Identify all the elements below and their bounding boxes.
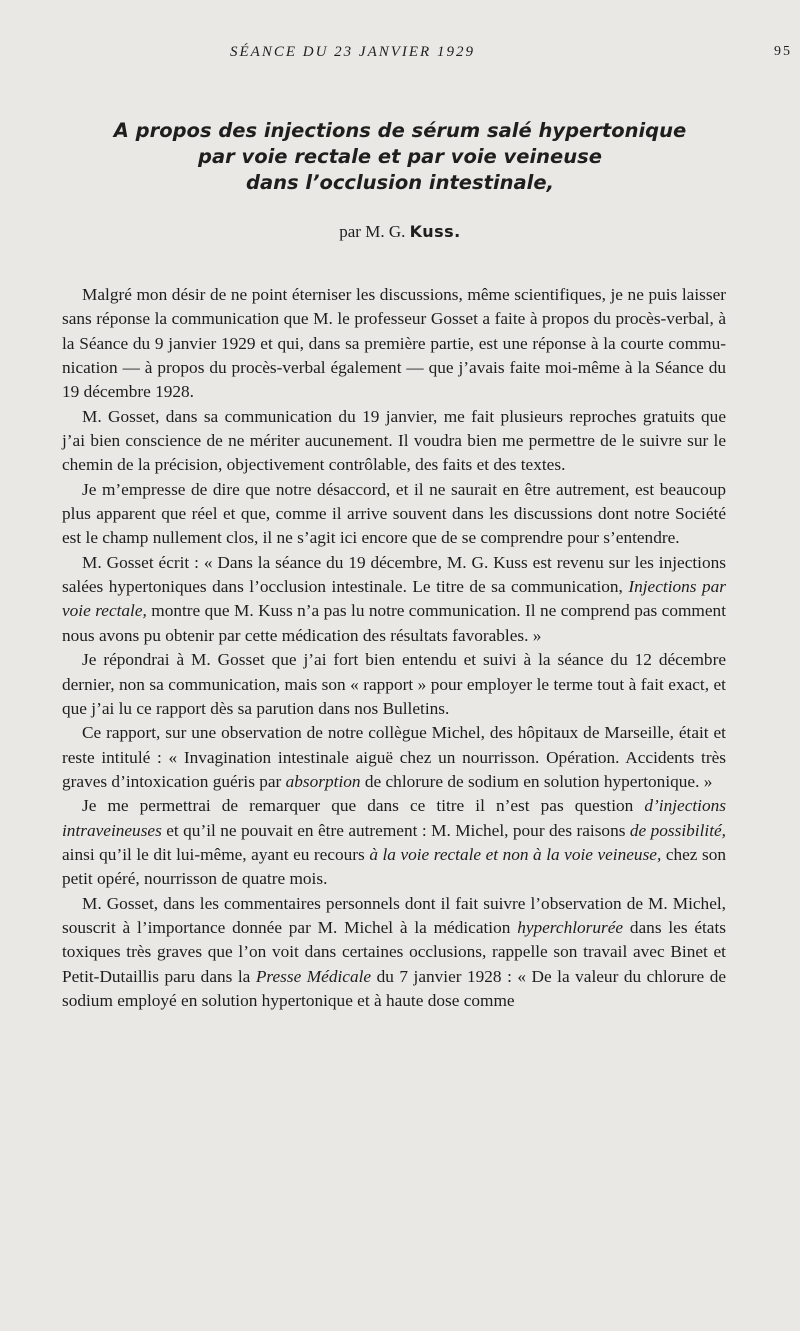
paragraph-8-text-b: dans les états toxiques très graves que l’on voit dans certaines occlusions, rappelle son travail avec Binet et Petit-Dutaillis paru dans la [62,917,727,986]
author-line [60,222,740,242]
paragraph-8-italic-2: Presse Médicale [255,966,372,986]
paragraph-6-text-a: Ce rapport, sur une observation de notre collègue Michel, des hôpitaux de Marseille, était et reste intitulé : « Invagination intestinale aiguë chez un nourrisson. Opération. Accidents très graves d’intoxication guéris par [62,723,726,791]
paragraph-7-text-d: chez son petit opéré, nourrisson de quatre mois. [62,844,726,889]
paragraph-7 [62,794,726,891]
paragraph-3: Je m’empresse de dire que notre désaccord, et il ne saurait en être autrement, est beaucoup plus apparent que réel et que, comme il arrive souvent dans les discussions dont notre Société est le champ nullement clos, il ne s’agit ici encore que de se comprendre pour s’entendre. [62,479,726,548]
paragraph-8-text-c: du 7 janvier 1928 : « De la valeur du chlorure de sodium employé en solution hypertonique et à haute dose comme [62,966,726,1010]
paragraph-7-text-a: Je me permettrai de remarquer que dans ce titre il n’est pas question [82,796,634,816]
paragraph-8-italic-1: hyperchlorurée [517,917,624,937]
author-prefix: par M. G. [339,222,406,241]
title-line-1: A propos des injections de sérum salé hypertonique [113,119,687,142]
paragraph-5: Je répondrai à M. Gosset que j’ai fort bien entendu et suivi à la séance du 12 décembre dernier, non sa communication, mais son « rapport » pour employer le terme tout à fait exact, et que j’ai lu ce rapport dès sa parution dans nos Bulletins. [62,650,726,718]
paragraph-8 [62,892,726,1014]
paragraph-7-italic-1: d’injections intraveineuses [62,796,726,840]
paragraph-1: Malgré mon désir de ne point éterniser les discussions, même scientifiques, je ne puis laisser sans réponse la communication que M. le professeur Gosset a faite à propos du procès-verbal, à la Séance du 9 janvier 1929 et qui, dans sa première partie, est une réponse à la courte communication — à propos du procès-verbal également — que j’avais faite moi-même à la Séance du 19 décembre 1928. [62,285,726,402]
paragraph-4-text-b: montre que M. Kuss n’a pas lu notre communication. Il ne comprend pas comment nous avons pu obtenir par cette médication des résultats favorables. » [62,601,726,645]
paragraph-4-italic: Injections par voie rectale, [62,577,726,621]
title-line-2: par voie rectale et par voie veineuse [197,145,602,168]
article-body [62,283,726,1013]
page-number: 95 [774,44,792,59]
running-head: SÉANCE DU 23 JANVIER 1929 [230,44,475,60]
title-line-3: dans l’occlusion intestinale, [245,171,554,194]
author-name: Kuss. [409,222,461,241]
paragraph-7-italic-3: à la voie rectale et non à la voie veineuse, [369,844,662,864]
paragraph-6 [62,721,726,794]
paragraph-8-text-a: M. Gosset, dans les commentaires personnels dont il fait suivre l’observation de M. Michel, souscrit à l’importance donnée par M. Michel à la médication [62,893,726,937]
paragraph-6-text-b: de chlorure de sodium en solution hypertonique. » [364,771,713,791]
page-header [60,44,792,68]
paragraph-6-italic: absorption [285,771,361,791]
paragraph-2: M. Gosset, dans sa communication du 19 janvier, me fait plusieurs reproches gratuits que j’ai bien conscience de ne mériter aucunement. Il voudra bien me permettre de le suivre sur le chemin de la précision, objectivement contrôlable, des faits et des textes. [62,406,726,475]
article-title [60,118,740,196]
paragraph-4-text-a: M. Gosset écrit : « Dans la séance du 19 décembre, M. G. Kuss est revenu sur les injections salées hypertoniques dans l’occlusion intestinale. Le titre de sa communication, [62,552,726,597]
paragraph-7-italic-2: de possibilité, [629,820,726,840]
paragraph-7-text-b: et qu’il ne pouvait en être autrement : M. Michel, pour des raisons [166,820,626,840]
paragraph-4 [62,551,726,648]
paragraph-7-text-c: ainsi qu’il le dit lui-même, ayant eu recours [62,844,365,864]
